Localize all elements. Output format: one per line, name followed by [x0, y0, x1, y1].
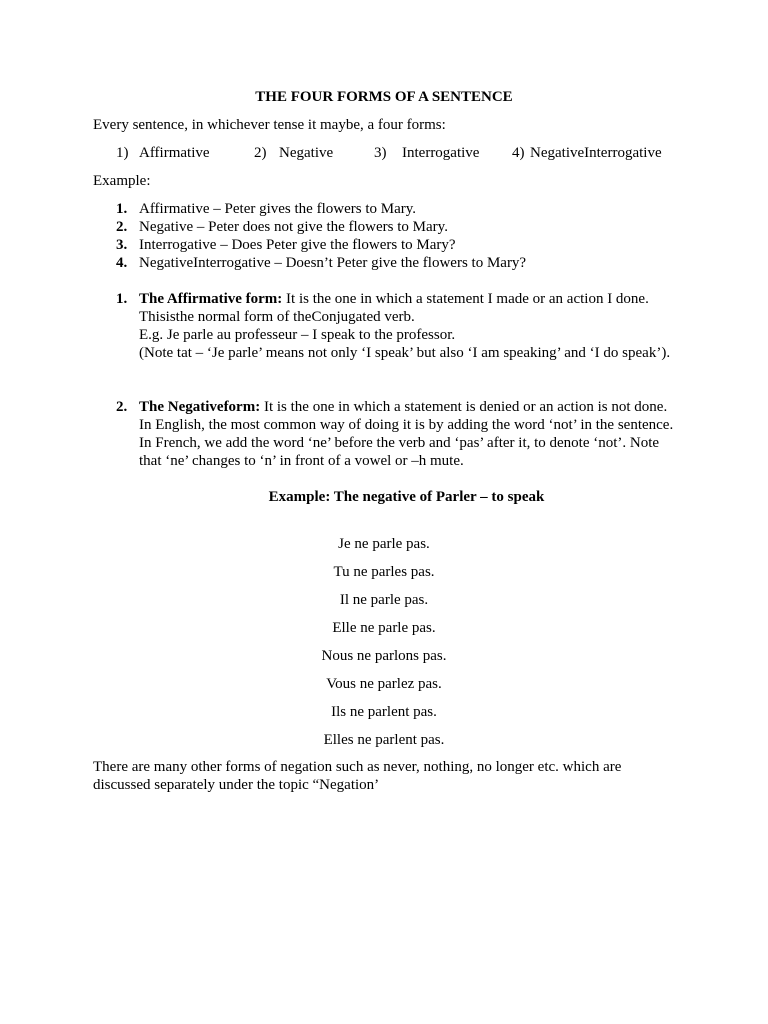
- conjugation-line: Vous ne parlez pas.: [326, 676, 442, 692]
- list-text: Affirmative – Peter gives the flowers to Mary.: [139, 201, 417, 217]
- section-paragraph: [139, 290, 679, 326]
- form-number: 4): [512, 145, 525, 161]
- example-subheading: Example: The negative of Parler – to speak: [268, 489, 545, 505]
- list-number: 3.: [116, 237, 128, 253]
- section-note: (Note tat – ‘Je parle’ means not only ‘I speak’ but also ‘I am speaking’ and ‘I do speak’).: [139, 345, 671, 361]
- example-list: [116, 200, 716, 272]
- section-heading: The Negativeform:: [139, 399, 261, 415]
- conjugation-line: Elle ne parle pas.: [332, 620, 436, 636]
- list-item: [116, 218, 716, 236]
- list-number: 2.: [116, 219, 128, 235]
- list-item: [116, 236, 716, 254]
- form-label: Negative: [279, 145, 334, 161]
- conjugation-line: Elles ne parlent pas.: [323, 732, 445, 748]
- section-number: 2.: [116, 399, 128, 415]
- list-text: Negative – Peter does not give the flowers to Mary.: [139, 219, 448, 235]
- section-number: 1.: [116, 291, 128, 307]
- closing-paragraph: There are many other forms of negation such as never, nothing, no longer etc. which are discussed separately under the topic “Negation’: [93, 759, 622, 793]
- list-text: NegativeInterrogative – Doesn’t Peter give the flowers to Mary?: [139, 255, 527, 271]
- form-label: NegativeInterrogative: [530, 145, 662, 161]
- conjugation-line: Il ne parle pas.: [339, 592, 429, 608]
- list-text: Interrogative – Does Peter give the flowers to Mary?: [139, 237, 456, 253]
- forms-list: [0, 144, 768, 162]
- form-number: 1): [116, 145, 129, 161]
- conjugation-line: Nous ne parlons pas.: [321, 648, 447, 664]
- form-label: Affirmative: [139, 145, 210, 161]
- example-label: Example:: [93, 173, 151, 189]
- list-item: [116, 200, 716, 218]
- list-item: [116, 254, 716, 272]
- section-heading: The Affirmative form:: [139, 291, 283, 307]
- section-text: It is the one in which a statement I made or an action I done. Thisisthe normal form of theConjugated verb.: [139, 291, 649, 325]
- section-paragraph: [139, 398, 679, 470]
- form-number: 2): [254, 145, 267, 161]
- list-number: 1.: [116, 201, 128, 217]
- intro-text: Every sentence, in whichever tense it maybe, a four forms:: [93, 117, 446, 133]
- section-body: [139, 398, 679, 470]
- section-text: It is the one in which a statement is denied or an action is not done. In English, the most common way of doing it is by adding the word ‘not’ in the sentence. In French, we add the word ‘ne’ before the verb and ‘pas’ after it, to denote ‘not’. Note that ‘ne’ changes to ‘n’ in front of a vowel or –h mute.: [139, 399, 674, 469]
- conjugation-line: Je ne parle pas.: [338, 536, 430, 552]
- form-number: 3): [374, 145, 387, 161]
- form-label: Interrogative: [402, 145, 480, 161]
- section-example: E.g. Je parle au professeur – I speak to the professor.: [139, 327, 456, 343]
- list-number: 4.: [116, 255, 128, 271]
- conjugation-line: Ils ne parlent pas.: [331, 704, 437, 720]
- conjugation-line: Tu ne parles pas.: [333, 564, 435, 580]
- page-title: THE FOUR FORMS OF A SENTENCE: [255, 89, 513, 105]
- section-body: [139, 290, 679, 362]
